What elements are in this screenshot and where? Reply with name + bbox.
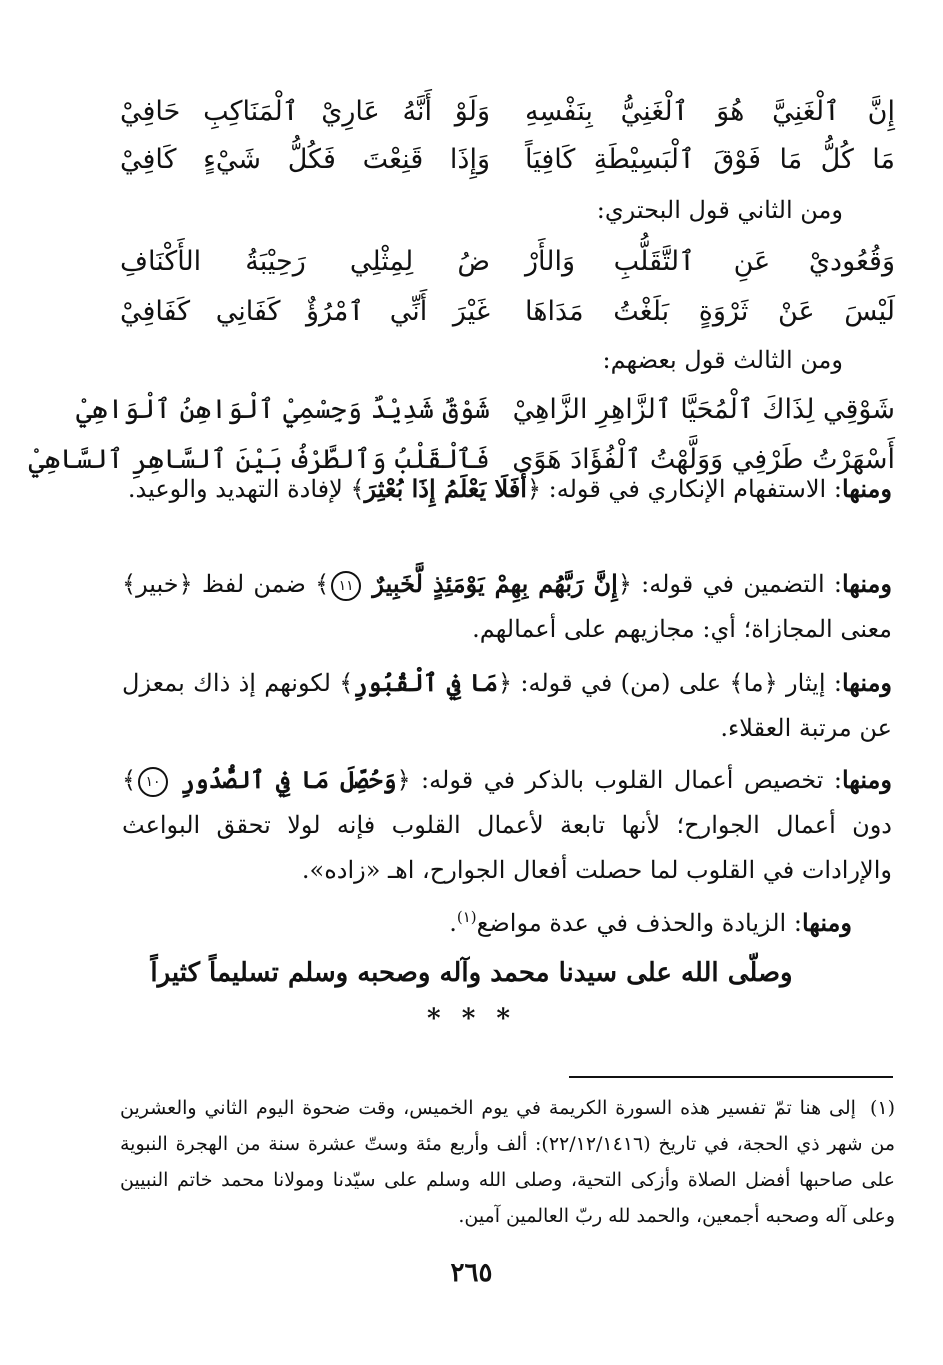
footnote-reference[interactable]: (١) — [456, 908, 477, 926]
paragraph-lead: ومنها — [841, 765, 892, 794]
footnote — [120, 1090, 895, 1234]
page-number: ٢٦٥ — [450, 1258, 493, 1288]
intro-line: ومن الثاني قول البحتري: — [596, 196, 843, 224]
verse-hemistich-second: وَإِذَا قَنِعْتَ فَكُلُّ شَيْءٍ كَافِيْ — [120, 144, 490, 175]
ayah-number-marker: ١١ — [331, 571, 361, 601]
paragraph-text: : التضمين في قوله: — [631, 570, 842, 598]
paragraph-lead: ومنها — [841, 474, 892, 503]
paragraph-lead: ومنها — [801, 908, 852, 937]
paragraph-text: : الزيادة والحذف في عدة مواضع — [476, 909, 802, 937]
verse-hemistich-first: وَقُعُوديْ عَنِ ٱلتَّقَلُّبِ وَالأَرْ — [525, 246, 895, 277]
footnote-separator — [569, 1076, 893, 1078]
quoted-word: ما — [743, 669, 764, 697]
paragraph-text: ضمن لفظ — [192, 570, 316, 598]
quran-quote: إِنَّ رَبَّهُم بِهِمْ يَوْمَئِذٍ لَّخَبِيرٌ — [372, 569, 618, 598]
verse-row — [120, 240, 895, 284]
quran-quote: مَا فِي ٱلْقُبُورِ — [353, 668, 499, 697]
verse-row — [120, 138, 895, 182]
verse-hemistich-second: وَلَوْ أَنَّهُ عَارِيْ ٱلْمَنَاكِبِ حَافِيْ — [120, 96, 490, 127]
intro-line: ومن الثالث قول بعضهم: — [602, 346, 843, 374]
footnote-text: إلى هنا تمّ تفسير هذه السورة الكريمة في يوم الخميس، وقت ضحوة اليوم الثاني والعشرين من شهر ذي الحجة، في تاريخ (٢٢/١٢/١٤١٦): ألف وأربع مئة وستّ عشرة سنة من الهجرة النبوية على صاحبها أفضل الصلاة وأزكى التحية، وصلى الله وسلم على سيّدنا ومولانا محمد خاتم النبيين وعلى آله وصحبه أجمعين، والحمد لله ربّ العالمين آمين. — [120, 1097, 895, 1227]
verse-row — [120, 290, 895, 334]
paragraph-text: . — [449, 909, 457, 937]
verse-hemistich-first: لَيْسَ عَنْ ثَرْوَةٍ بَلَغْتُ مَدَاهَا — [525, 296, 895, 327]
paragraph: ومنها: إيثار ﴿ما﴾ على (من) في قوله: ﴿مَا فِي ٱلْقُبُورِ﴾ لكونهم إذ ذاك بمعزل عن مرتبة العقلاء. — [122, 668, 893, 742]
paragraph: ومنها: تخصيص أعمال القلوب بالذكر في قوله: ﴿وَحُصِّلَ مَا فِي ٱلصُّدُورِ ١٠﴾ دون أعمال الجوارح؛ لأنها تابعة لأعمال القلوب فإنه لولا تحقق البواعث والإرادات في القلوب لما حصلت أفعال الجوارح، اهـ «زاده». — [122, 765, 892, 884]
verse-row — [120, 90, 895, 134]
paragraph — [122, 895, 892, 946]
ayah-number-marker: ١٠ — [138, 767, 168, 797]
paragraph-text: دون أعمال الجوارح؛ لأنها تابعة لأعمال القلوب فإنه لولا تحقق البواعث والإرادات في القلوب لما حصلت أفعال الجوارح، اهـ «زاده». — [122, 811, 892, 884]
verse-row — [75, 388, 895, 432]
quran-quote: وَحُصِّلَ مَا فِي ٱلصُّدُورِ — [180, 765, 397, 794]
verse-hemistich-first: إِنَّ ٱلْغَنِيَّ هُوَ ٱلْغَنِيُّ بِنَفْسِهِ — [525, 96, 895, 127]
paragraph: ومنها: الاستفهام الإنكاري في قوله: ﴿أَفَلَا يَعْلَمُ إِذَا بُعْثِرَ﴾ لإفادة التهديد والوعيد. — [127, 474, 892, 503]
paragraph-text: على (من) في قوله: — [512, 669, 730, 697]
paragraph-lead: ومنها — [841, 569, 892, 598]
paragraph-text: : تخصيص أعمال القلوب بالذكر في قوله: — [410, 766, 842, 794]
paragraph-lead: ومنها — [841, 668, 893, 697]
footnote-number: (١) — [869, 1097, 895, 1119]
paragraph-text: لإفادة التهديد والوعيد. — [127, 475, 351, 503]
verse-hemistich-first: مَا كُلُّ مَا فَوْقَ ٱلْبَسِيْطَةِ كَافِيَاً — [525, 144, 895, 175]
paragraph-text: : إيثار — [777, 669, 842, 697]
paragraph-text: معنى المجازاة؛ أي: مجازيهم على أعمالهم. — [472, 615, 892, 643]
verse-hemistich-second: غَيْرَ أَنِّي ٱمْرُؤٌ كَفَانِي كَفَافِيْ — [120, 296, 490, 327]
verse-hemistich-first: أَسْهَرْتُ طَرْفِي وَوَلَّهْتُ ٱلْفُؤَادَ هَوًى — [512, 444, 895, 475]
paragraph-text: : الاستفهام الإنكاري في قوله: — [541, 475, 842, 503]
paragraph-text: لكونهم إذ ذاك بمعزل عن مرتبة العقلاء. — [122, 669, 892, 742]
verse-hemistich-second: ضُ لِمِثْلِي رَحِيْبَةُ الأَكْنَافِ — [120, 246, 490, 277]
verse-hemistich-first: شَوْقِي لِذَاكَ ٱلْمُحَيَّا ٱلزَّاهِرِ الزَّاهِيْ — [512, 394, 895, 425]
section-divider-stars: * * * — [427, 1004, 516, 1034]
closing-benediction: وصلّى الله على سيدنا محمد وآله وصحبه وسلم تسليماً كثيراً — [150, 958, 793, 988]
quoted-word: خبير — [136, 570, 179, 598]
quran-quote: أَفَلَا يَعْلَمُ إِذَا بُعْثِرَ — [364, 474, 527, 503]
verse-hemistich-second: شَوْقٌ شَدِيْدٌ وَجِسْمِيْ ٱلْوَاهِنُ ٱلْوَاهِيْ — [75, 394, 490, 425]
verse-hemistich-second: فَٱلْقَلْبُ وَٱلطَّرْفُ بَيْنَ ٱلسَّاهِرِ ٱلسَّاهِيْ — [28, 444, 490, 475]
paragraph: ومنها: التضمين في قوله: ﴿إِنَّ رَبَّهُم بِهِمْ يَوْمَئِذٍ لَّخَبِيرٌ ١١﴾ ضمن لفظ ﴿خبير﴾ معنى المجازاة؛ أي: مجازيهم على أعمالهم. — [122, 569, 892, 643]
